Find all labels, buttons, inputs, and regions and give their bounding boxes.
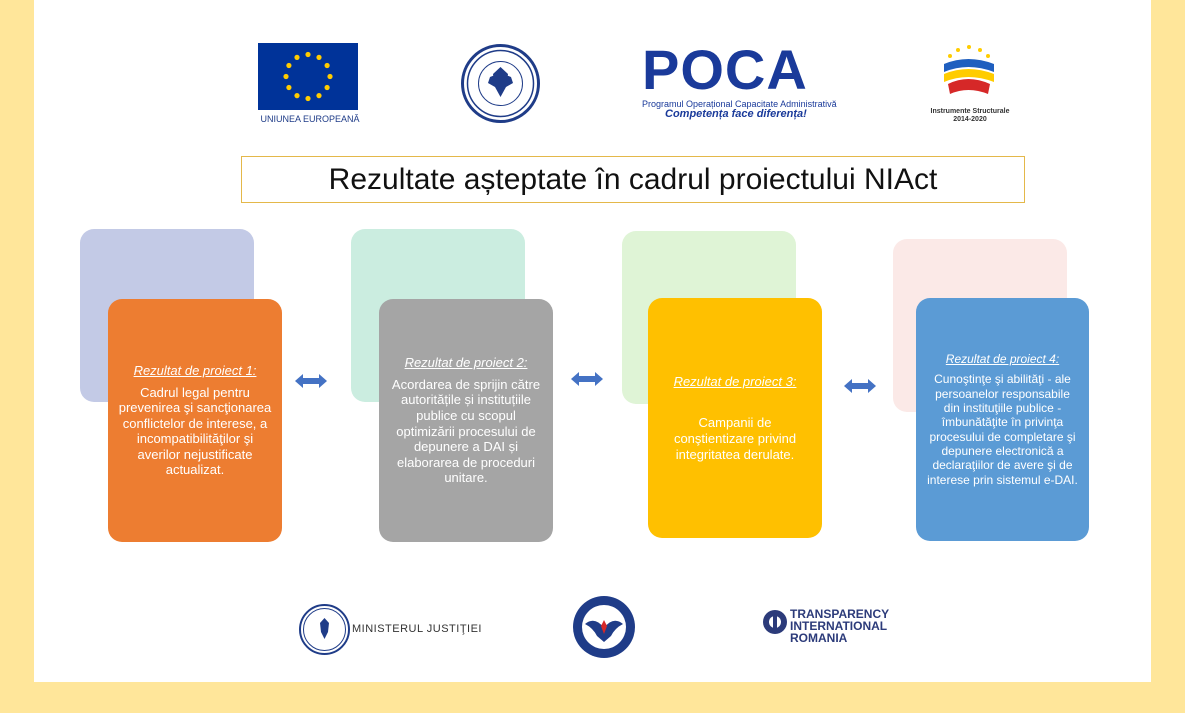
eu-star: [316, 93, 321, 98]
result-4-body: Cunoştinţe şi abilităţi - ale persoanelor responsabile din instituţiile publice - îmbunătăţite în privinţa procesului de completare şi depunere electronică a declaraţiilor de avere şi de interese prin sistemul e-DAI.: [927, 372, 1078, 487]
ti-line1: TRANSPARENCY: [790, 607, 890, 621]
result-3-body: Campanii de conştientizare privind integritatea derulate.: [673, 415, 797, 462]
result-4-heading: Rezultat de proiect 4:: [945, 351, 1060, 366]
ti-line3: ROMANIA: [790, 631, 848, 645]
eu-star: [305, 52, 310, 57]
poca-slogan: Competența face diferența!: [665, 108, 807, 120]
eu-star: [316, 55, 321, 60]
eu-star: [325, 63, 330, 68]
result-2-heading: Rezultat de proiect 2:: [404, 355, 528, 371]
transparency-label: [790, 608, 889, 644]
ministry-label: MINISTERUL JUSTIŢIEI: [352, 623, 482, 635]
result-2-card: [379, 299, 553, 542]
eu-star: [305, 96, 310, 101]
eu-star: [325, 85, 330, 90]
result-1-heading: Rezultat de proiect 1:: [133, 362, 257, 378]
ti-line2: INTERNATIONAL: [790, 619, 888, 633]
transparency-logo-icon: [762, 609, 788, 635]
eu-star: [286, 63, 291, 68]
page-title: Rezultate așteptate în cadrul proiectului NIAct: [241, 156, 1025, 203]
result-4-card: [916, 298, 1089, 541]
eu-label: UNIUNEA EUROPEANĂ: [260, 114, 360, 124]
result-3-card: [648, 298, 822, 538]
double-arrow-icon: [571, 372, 603, 386]
eu-flag-icon: [258, 43, 358, 110]
is-label-line1: Instrumente Structurale: [930, 108, 1010, 115]
result-3-heading: Rezultat de proiect 3:: [673, 373, 797, 389]
double-arrow-icon: [844, 379, 876, 393]
structural-instruments-label: [924, 108, 1016, 125]
result-2-body: Acordarea de sprijin către autoritățile și instituțiile publice cu scopul optimizării procesului de depunere a DAI și elaborarea de proceduri unitare.: [391, 376, 541, 486]
result-1-body: Cadrul legal pentru prevenirea şi sancţionarea conflictelor de interese, a incompatibilităţilor şi averilor nejustificate actualizat.: [118, 384, 272, 478]
eu-star: [327, 74, 332, 79]
double-arrow-icon: [295, 374, 327, 388]
poca-subtitle: Programul Operațional Capacitate Administrativă: [642, 99, 837, 109]
ani-logo-icon: [571, 594, 637, 660]
eu-star: [294, 55, 299, 60]
result-1-card: [108, 299, 282, 542]
government-seal-icon: [299, 604, 350, 655]
eu-star: [283, 74, 288, 79]
eu-star: [294, 93, 299, 98]
government-seal-icon: [461, 44, 540, 123]
is-label-line2: 2014-2020: [953, 116, 987, 124]
poca-logo: POCA: [642, 38, 808, 101]
eu-star: [286, 85, 291, 90]
structural-instruments-icon: [938, 42, 1000, 104]
